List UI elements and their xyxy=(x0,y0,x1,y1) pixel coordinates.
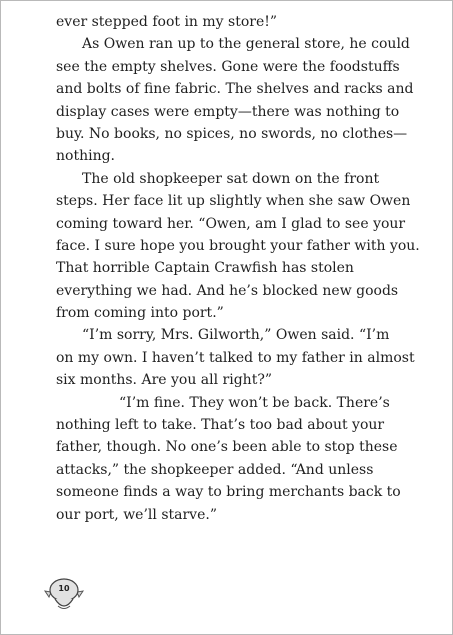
text-line: everything we had. And he’s blocked new goods xyxy=(56,282,399,299)
text-line: display cases were empty—there was nothing to xyxy=(56,103,400,120)
text-line: “I’m fine. They won’t be back. There’s xyxy=(119,394,390,411)
page-number: 10 xyxy=(58,584,70,593)
text-line: attacks,” the shopkeeper added. “And unless xyxy=(56,461,374,478)
text-line: As Owen ran up to the general store, he could xyxy=(82,36,410,53)
text-line: from coming into port.” xyxy=(56,305,224,322)
text-line: and bolts of fine fabric. The shelves and racks and xyxy=(56,81,414,98)
body-text xyxy=(56,11,420,526)
text-line: steps. Her face lit up slightly when she saw Owen xyxy=(56,193,411,210)
text-line: father, though. No one’s been able to stop these xyxy=(56,439,398,456)
text-line: The old shopkeeper sat down on the front xyxy=(82,170,380,187)
text-line: six months. Are you all right?” xyxy=(56,372,272,389)
text-line: someone finds a way to bring merchants back to xyxy=(56,484,401,501)
text-line: ever stepped foot in my store!” xyxy=(56,14,278,30)
text-line: nothing left to take. That’s too bad about your xyxy=(56,417,385,434)
text-line: buy. No books, no spices, no swords, no clothes— xyxy=(56,125,408,142)
text-line: see the empty shelves. Gone were the foodstuffs xyxy=(56,58,400,75)
text-line: coming toward her. “Owen, am I glad to see your xyxy=(56,215,406,232)
text-line: “I’m sorry, Mrs. Gilworth,” Owen said. “I’m xyxy=(82,327,390,344)
text-line: on my own. I haven’t talked to my father in almost xyxy=(56,349,415,366)
page-number-badge xyxy=(43,573,85,615)
text-line: face. I sure hope you brought your father with you. xyxy=(56,237,420,254)
text-line: our port, we’ll starve.” xyxy=(56,506,217,523)
page-badge-icon xyxy=(43,573,85,615)
text-line: nothing. xyxy=(56,148,115,165)
text-line: That horrible Captain Crawfish has stolen xyxy=(56,260,354,277)
